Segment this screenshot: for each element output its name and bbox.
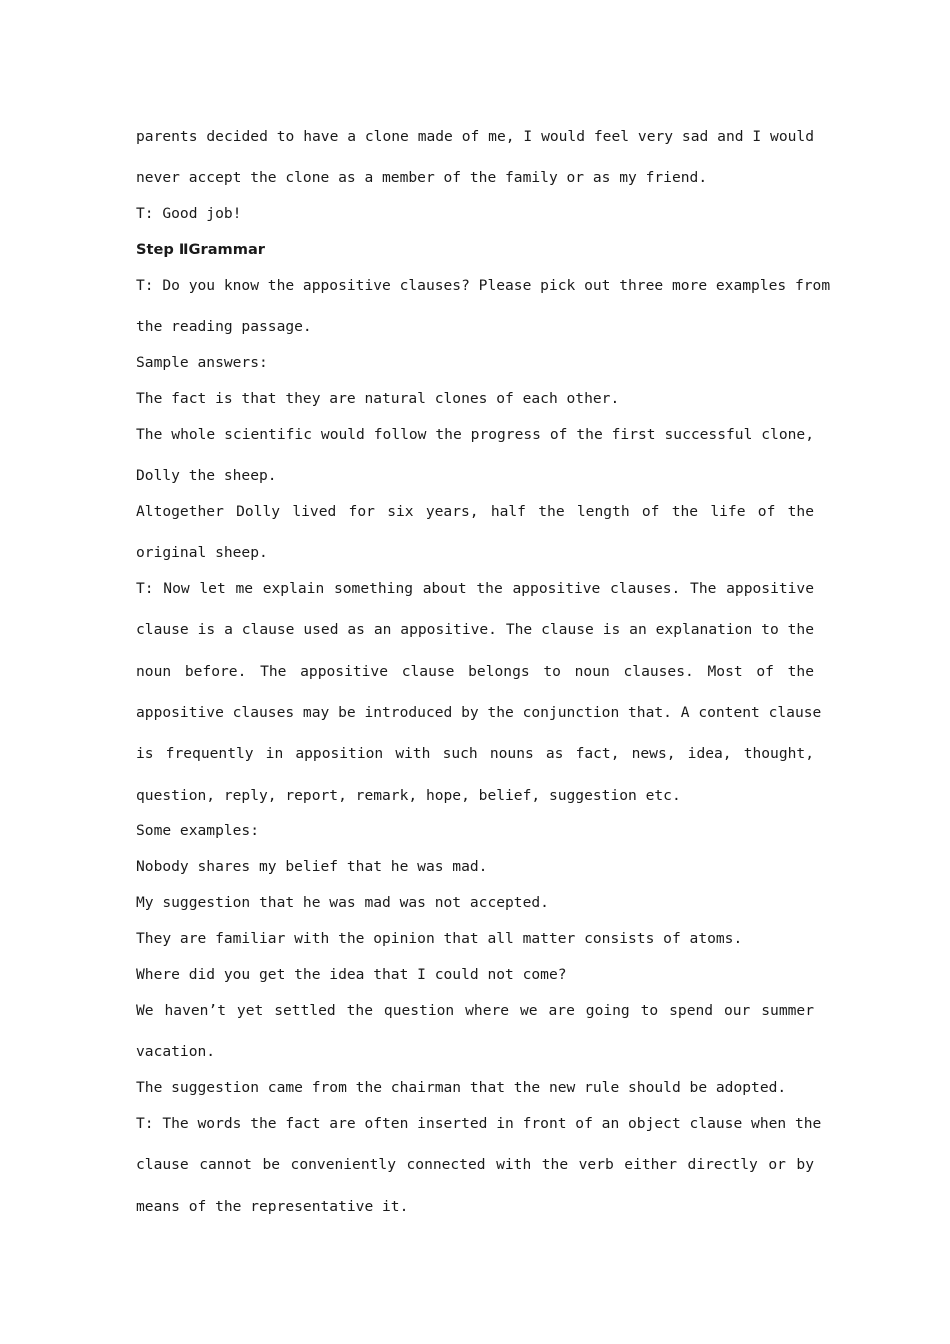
example-sentence: vacation. <box>136 1043 216 1060</box>
paragraph-line: clause cannot be conveniently connected with the verb either directly or by <box>136 1156 814 1173</box>
sample-answer: original sheep. <box>136 544 268 561</box>
paragraph-line: T: Now let me explain something about the appositive clauses. The appositive <box>136 580 814 597</box>
sample-answer: The fact is that they are natural clones of each other. <box>136 390 620 407</box>
sample-answers-label: Sample answers: <box>136 354 268 371</box>
example-sentence: Where did you get the idea that I could not come? <box>136 966 567 983</box>
paragraph-line: T: The words the fact are often inserted in front of an object clause when the <box>136 1115 822 1132</box>
paragraph-line: parents decided to have a clone made of me, I would feel very sad and I would <box>136 128 814 145</box>
paragraph-line: appositive clauses may be introduced by the conjunction that. A content clause <box>136 704 822 721</box>
paragraph-line: means of the representative it. <box>136 1198 409 1215</box>
paragraph-line: T: Do you know the appositive clauses? Please pick out three more examples from <box>136 277 831 294</box>
example-sentence: The suggestion came from the chairman that the new rule should be adopted. <box>136 1079 787 1096</box>
paragraph-line: never accept the clone as a member of the family or as my friend. <box>136 169 708 186</box>
paragraph-line: is frequently in apposition with such nouns as fact, news, idea, thought, <box>136 745 814 762</box>
example-sentence: My suggestion that he was mad was not accepted. <box>136 894 549 911</box>
paragraph-line: noun before. The appositive clause belongs to noun clauses. Most of the <box>136 663 814 680</box>
section-heading: Step ⅡGrammar <box>136 241 266 258</box>
teacher-remark: T: Good job! <box>136 205 242 222</box>
example-sentence: Nobody shares my belief that he was mad. <box>136 858 488 875</box>
paragraph-line: clause is a clause used as an appositive. The clause is an explanation to the <box>136 621 814 638</box>
sample-answer: Dolly the sheep. <box>136 467 277 484</box>
sample-answer: Altogether Dolly lived for six years, half the length of the life of the <box>136 503 814 520</box>
sample-answer: The whole scientific would follow the progress of the first successful clone, <box>136 426 814 443</box>
paragraph-line: the reading passage. <box>136 318 312 335</box>
example-sentence: We haven’t yet settled the question where we are going to spend our summer <box>136 1002 814 1019</box>
example-sentence: They are familiar with the opinion that all matter consists of atoms. <box>136 930 743 947</box>
some-examples-label: Some examples: <box>136 822 260 839</box>
paragraph-line: question, reply, report, remark, hope, belief, suggestion etc. <box>136 787 681 804</box>
